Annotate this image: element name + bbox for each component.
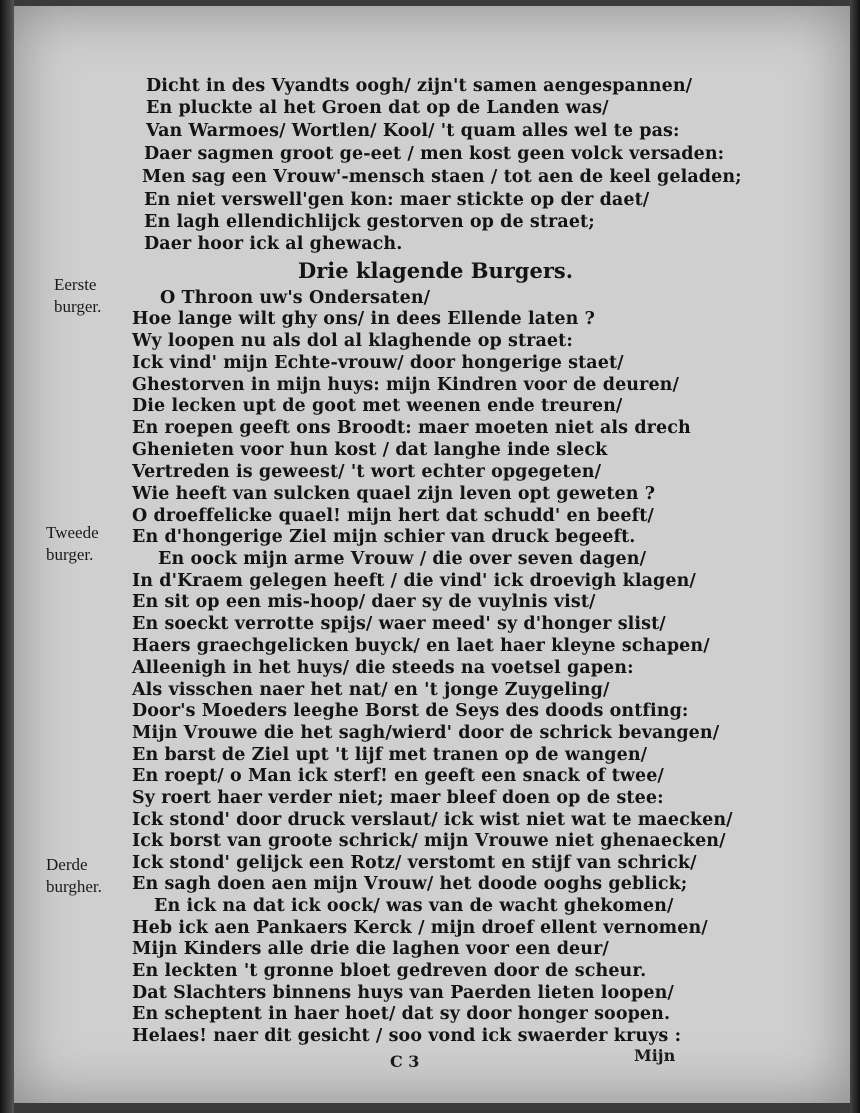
verse-line: Sy roert haer verder niet; maer bleef doen op de stee: — [132, 788, 664, 808]
verse-line: Wie heeft van sulcken quael zijn leven opt geweten ? — [132, 484, 656, 504]
verse-line: Mijn Vrouwe die het sagh/wierd' door de schrick bevangen/ — [132, 723, 720, 743]
verse-line: En pluckte al het Groen dat op de Landen was/ — [146, 98, 609, 118]
verse-line: En roept/ o Man ick sterf! en geeft een snack of twee/ — [132, 766, 664, 786]
speaker-label-first: Eerste burger. — [54, 275, 102, 316]
verse-line: En soeckt verrotte spijs/ waer meed' sy d'honger slist/ — [132, 614, 666, 634]
verse-line: Die lecken upt de goot met weenen ende treuren/ — [132, 396, 623, 416]
verse-line: Alleenigh in het huys/ die steeds na voetsel gapen: — [132, 658, 634, 678]
verse-line: Helaes! naer dit gesicht / soo vond ick swaerder kruys : — [132, 1026, 682, 1046]
verse-line: Haers graechgelicken buyck/ en laet haer kleyne schapen/ — [132, 636, 710, 656]
speaker-label-second: Tweede burger. — [46, 523, 99, 564]
verse-line: Dat Slachters binnens huys van Paerden lieten loopen/ — [132, 983, 674, 1003]
verse-line: En d'hongerige Ziel mijn schier van druck begeeft. — [132, 527, 636, 547]
speaker-label-third: Derde burgher. — [46, 855, 102, 896]
verse-line: Dicht in des Vyandts oogh/ zijn't samen aengespannen/ — [146, 76, 693, 96]
verse-line: Van Warmoes/ Wortlen/ Kool/ 't quam alles wel te pas: — [146, 121, 680, 141]
document-page — [14, 6, 850, 1103]
verse-line: En barst de Ziel upt 't lijf met tranen op de wangen/ — [132, 745, 648, 765]
verse-line: Ick stond' gelijck een Rotz/ verstomt en stijf van schrick/ — [132, 853, 697, 873]
book-edge-right — [850, 0, 860, 1113]
verse-line: O droeffelicke quael! mijn hert dat schudd' en beeft/ — [132, 506, 654, 526]
verse-line: O Throon uw's Ondersaten/ — [160, 288, 431, 308]
verse-line: Wy loopen nu als dol al klaghende op straet: — [132, 331, 573, 351]
book-spine-edge — [0, 0, 14, 1113]
verse-line: En lagh ellendichlijck gestorven op de straet; — [144, 212, 595, 232]
verse-line: En sit op een mis-hoop/ daer sy de vuylnis vist/ — [132, 592, 596, 612]
section-heading: Drie klagende Burgers. — [298, 258, 574, 283]
verse-line: En niet verswell'gen kon: maer stickte op der daet/ — [144, 190, 650, 210]
verse-line: Ick stond' door druck verslaut/ ick wist niet wat te maecken/ — [132, 810, 733, 830]
verse-line: En scheptent in haer hoet/ dat sy door honger soopen. — [132, 1004, 671, 1024]
verse-line: Ick borst van groote schrick/ mijn Vrouwe niet ghenaecken/ — [132, 831, 726, 851]
verse-line: Heb ick aen Pankaers Kerck / mijn droef ellent vernomen/ — [132, 918, 708, 938]
verse-line: Ghestorven in mijn huys: mijn Kindren voor de deuren/ — [132, 375, 679, 395]
verse-line: In d'Kraem gelegen heeft / die vind' ick droevigh klagen/ — [132, 571, 696, 591]
verse-line: En roepen geeft ons Broodt: maer moeten niet als drech — [132, 418, 691, 438]
verse-line: Daer sagmen groot ge-eet / men kost geen volck versaden: — [144, 144, 725, 164]
verse-line: Door's Moeders leeghe Borst de Seys des doods ontfing: — [132, 701, 689, 721]
verse-line: Als visschen naer het nat/ en 't jonge Zuygeling/ — [132, 680, 610, 700]
verse-line: Daer hoor ick al ghewach. — [144, 234, 403, 254]
verse-line: Men sag een Vrouw'-mensch staen / tot aen de keel geladen; — [142, 167, 742, 187]
verse-line: Mijn Kinders alle drie die laghen voor een deur/ — [132, 939, 609, 959]
verse-line: Vertreden is geweest/ 't wort echter opgegeten/ — [132, 462, 602, 482]
verse-line: En leckten 't gronne bloet gedreven door de scheur. — [132, 961, 647, 981]
verse-line: En sagh doen aen mijn Vrouw/ het doode ooghs geblick; — [132, 874, 688, 894]
catchword: Mijn — [634, 1046, 676, 1065]
verse-line: Ick vind' mijn Echte-vrouw/ door hongerige staet/ — [132, 353, 624, 373]
verse-line: En oock mijn arme Vrouw / die over seven dagen/ — [158, 549, 647, 569]
signature-mark: C 3 — [390, 1052, 420, 1071]
verse-line: Hoe lange wilt ghy ons/ in dees Ellende laten ? — [132, 309, 595, 329]
verse-line: Ghenieten voor hun kost / dat langhe inde sleck — [132, 440, 608, 460]
verse-line: En ick na dat ick oock/ was van de wacht ghekomen/ — [154, 896, 674, 916]
